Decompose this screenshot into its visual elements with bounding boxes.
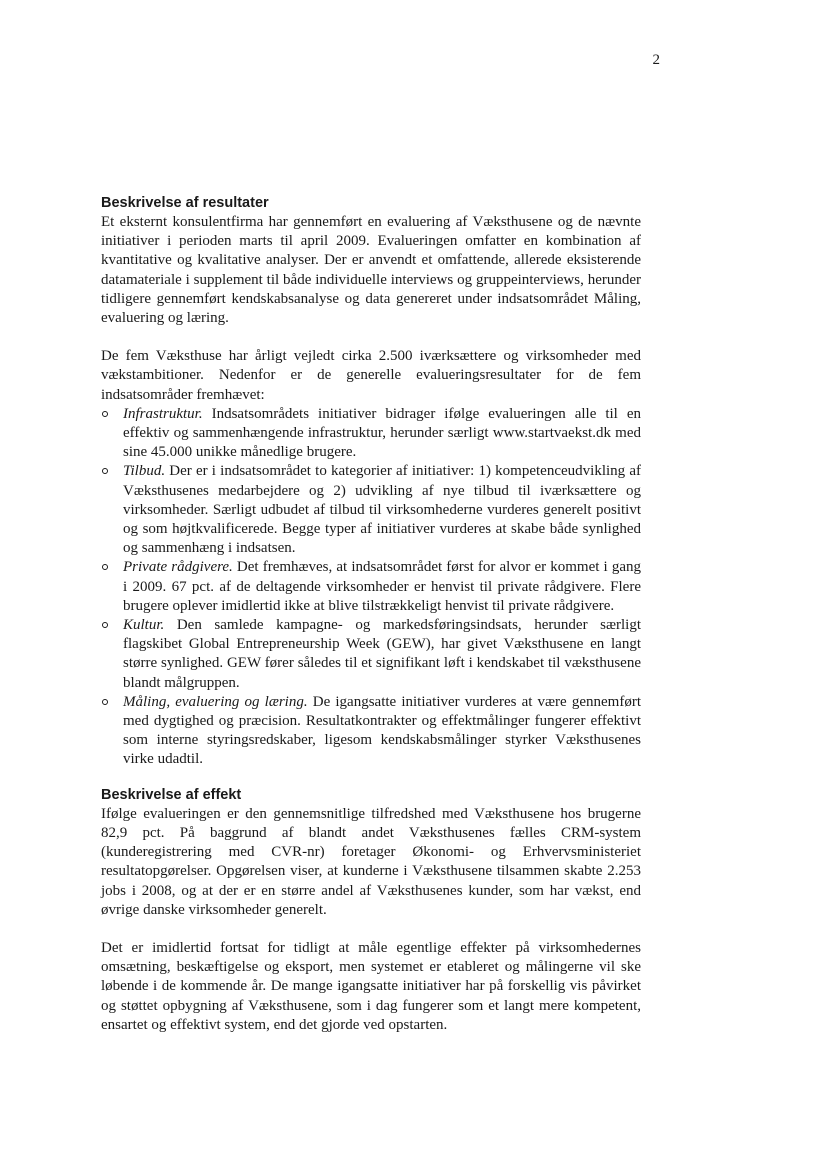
list-item [101, 693, 641, 770]
bullet-term: Måling, evaluering og læring. [123, 693, 308, 710]
results-heading: Beskrivelse af resultater [101, 195, 269, 211]
results-paragraph-2: De fem Væksthuse har årligt vejledt cirka 2.500 iværksættere og virksomheder med vækstambitioner. Nedenfor er de generelle evalueringsresultater for de fem indsatsområder fremhævet: [101, 348, 641, 403]
bullet-term: Kultur. [123, 617, 165, 634]
list-item [101, 462, 641, 558]
bullet-icon [102, 468, 108, 474]
list-item [101, 558, 641, 616]
results-paragraph-1: Et eksternt konsulentfirma har gennemført en evaluering af Væksthusene og de nævnte initiativer i perioden marts til april 2009. Evalueringen omfatter en kombination af kvantitative og kvalitative analyser. Der er anvendt et omfattende, allerede eksisterende datamateriale i supplement til både individuelle interviews og gruppeinterviews, herunder tidligere gennemført kendskabsanalyse og data genereret under indsatsområdet Måling, evaluering og læring. [101, 214, 641, 327]
bullet-icon [102, 622, 108, 628]
bullet-icon [102, 411, 108, 417]
page-number: 2 [652, 52, 660, 68]
bullet-icon [102, 564, 108, 570]
bullet-text: De igangsatte initiativer vurderes at være gennemført med dygtighed og præcision. Resultatkontrakter og effektmålinger fungerer effektivt som interne styringsredskaber, ligesom kendskabsmålinger styrker Væksthusenes virke udadtil. [123, 693, 641, 768]
bullet-term: Infrastruktur. [123, 405, 203, 422]
effect-paragraph-2: Det er imidlertid fortsat for tidligt at måle egentlige effekter på virksomhedernes omsætning, beskæftigelse og eksport, men systemet er etableret og målingerne vil ske løbende i de kommende år. De mange igangsatte initiativer har på forskellig vis påvirket og støttet opbygning af Væksthusene, som i dag fungerer som et langt mere kompetent, ensartet og effektivt system, end det gjorde ved opstarten. [101, 939, 641, 1033]
bullet-text: Indsatsområdets initiativer bidrager ifølge evalueringen alle til en effektiv og sammenhængende infrastruktur, herunder særligt www.startvaekst.dk med sine 45.000 unikke månedlige brugere. [123, 405, 641, 461]
bullet-text: Der er i indsatsområdet to kategorier af initiativer: 1) kompetenceudvikling af Væksthusenes medarbejdere og 2) udvikling af nye tilbud til iværksættere og virksomheder. Særligt udbudet af tilbud til virksomhederne vurderes generelt positivt og som højtkvalificerede. Begge typer af initiativer vurderes at skabe både synlighed og sammenhæng i indsatsen. [123, 463, 641, 557]
effect-paragraph-1: Ifølge evalueringen er den gennemsnitlige tilfredshed med Væksthusene hos brugerne 82,9 pct. På baggrund af blandt andet Væksthusenes fælles CRM-system (kunderegistrering med CVR-nr) foretager Økonomi- og Erhvervsministeriet resultatopgørelser. Opgørelsen viser, at kunderne i Væksthusene tilsammen skabte 2.253 jobs i 2008, og at der er en større andel af Væksthusenes kunder, som har vækst, end øvrige danske virksomheder generelt. [101, 805, 641, 918]
list-item [101, 405, 641, 463]
bullet-text: Det fremhæves, at indsatsområdet først for alvor er kommet i gang i 2009. 67 pct. af de deltagende virksomheder er henvist til private rådgivere. Flere brugere oplever imidlertid ikke at blive tilstrækkeligt henvist til private rådgivere. [123, 559, 641, 614]
bullet-term: Tilbud. [123, 463, 166, 480]
effect-heading: Beskrivelse af effekt [101, 786, 242, 803]
bullet-term: Private rådgivere. [123, 559, 233, 576]
bullet-text: Den samlede kampagne- og markedsføringsindsats, herunder særligt flagskibet Global Entrepreneurship Week (GEW), har givet Væksthusene en langt større synlighed. GEW fører således til et signifikant løft i kendskabet til væksthusene blandt målgruppen. [123, 617, 641, 691]
document-body [101, 194, 641, 1035]
list-item [101, 616, 641, 693]
focus-areas-list [101, 405, 641, 770]
bullet-icon [102, 699, 108, 705]
